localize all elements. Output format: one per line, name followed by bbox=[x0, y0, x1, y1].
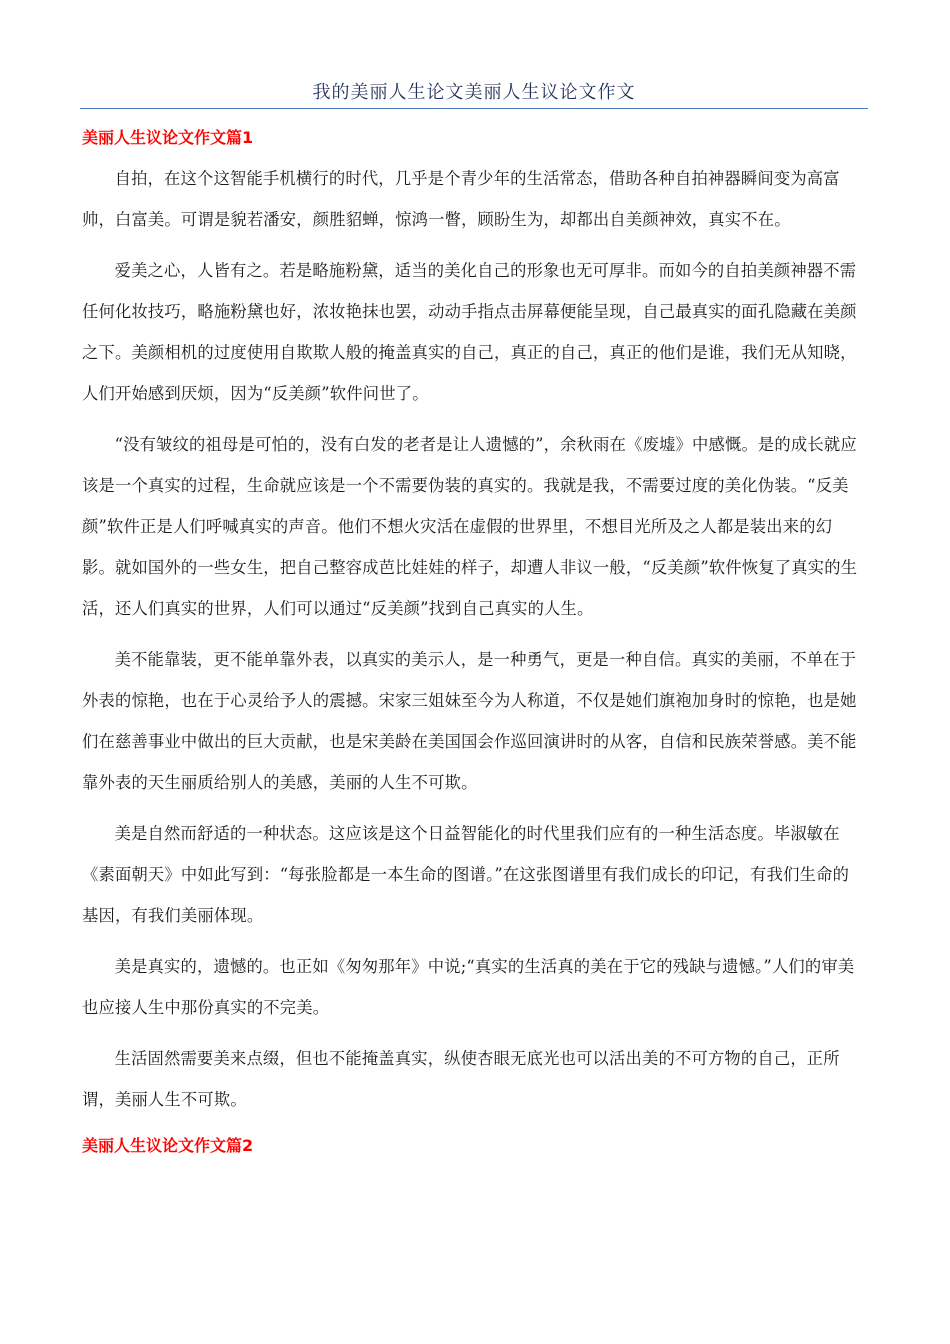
section-heading-1: 美丽人生议论文作文篇1 bbox=[82, 128, 254, 147]
paragraph: “没有皱纹的祖母是可怕的，没有白发的老者是让人遗憾的”，余秋雨在《废墟》中感慨。是的成长就应该是一个真实的过程，生命就应该是一个不需要伪装的真实的。我就是我，不需要过度的美化伪装。“反美颜”软件正是人们呼喊真实的声音。他们不想火灾活在虚假的世界里，不想目光所及之人都是装出来的幻影。就如国外的一些女生，把自己整容成芭比娃娃的样子，却遭人非议一般，“反美颜”软件恢复了真实的生活，还人们真实的世界，人们可以通过“反美颜”找到自己真实的人生。 bbox=[82, 435, 858, 618]
paragraph: 生活固然需要美来点缀，但也不能掩盖真实，纵使杏眼无底光也可以活出美的不可方物的自己，正所谓，美丽人生不可欺。 bbox=[82, 1049, 840, 1109]
header-divider bbox=[80, 108, 868, 109]
section-heading-2: 美丽人生议论文作文篇2 bbox=[82, 1136, 254, 1155]
page-header-title: 我的美丽人生论文美丽人生议论文作文 bbox=[312, 82, 636, 103]
paragraph: 爱美之心，人皆有之。若是略施粉黛，适当的美化自己的形象也无可厚非。而如今的自拍美颜神器不需任何化妆技巧，略施粉黛也好，浓妆艳抹也罢，动动手指点击屏幕便能呈现，自己最真实的面孔隐藏在美颜之下。美颜相机的过度使用自欺欺人般的掩盖真实的自己，真正的自己，真正的他们是谁，我们无从知晓，人们开始感到厌烦，因为“反美颜”软件问世了。 bbox=[82, 261, 857, 403]
paragraph: 美是自然而舒适的一种状态。这应该是这个日益智能化的时代里我们应有的一种生活态度。毕淑敏在《素面朝天》中如此写到：“每张脸都是一本生命的图谱。”在这张图谱里有我们成长的印记，有我们生命的基因，有我们美丽体现。 bbox=[82, 824, 850, 925]
document-body bbox=[82, 126, 858, 1166]
paragraph: 美是真实的，遗憾的。也正如《匆匆那年》中说;“真实的生活真的美在于它的残缺与遗憾。”人们的审美也应接人生中那份真实的不完美。 bbox=[82, 957, 855, 1017]
paragraph: 美不能靠装，更不能单靠外表，以真实的美示人，是一种勇气，更是一种自信。真实的美丽，不单在于外表的惊艳，也在于心灵给予人的震撼。宋家三姐妹至今为人称道，不仅是她们旗袍加身时的惊艳，也是她们在慈善事业中做出的巨大贡献，也是宋美龄在美国国会作巡回演讲时的从客，自信和民族荣誉感。美不能靠外表的天生丽质给别人的美感，美丽的人生不可欺。 bbox=[82, 650, 857, 792]
paragraph: 自拍，在这个这智能手机横行的时代，几乎是个青少年的生活常态，借助各种自拍神器瞬间变为高富帅，白富美。可谓是貌若潘安，颜胜貂蝉，惊鸿一瞥，顾盼生为，却都出自美颜神效，真实不在。 bbox=[82, 169, 840, 229]
